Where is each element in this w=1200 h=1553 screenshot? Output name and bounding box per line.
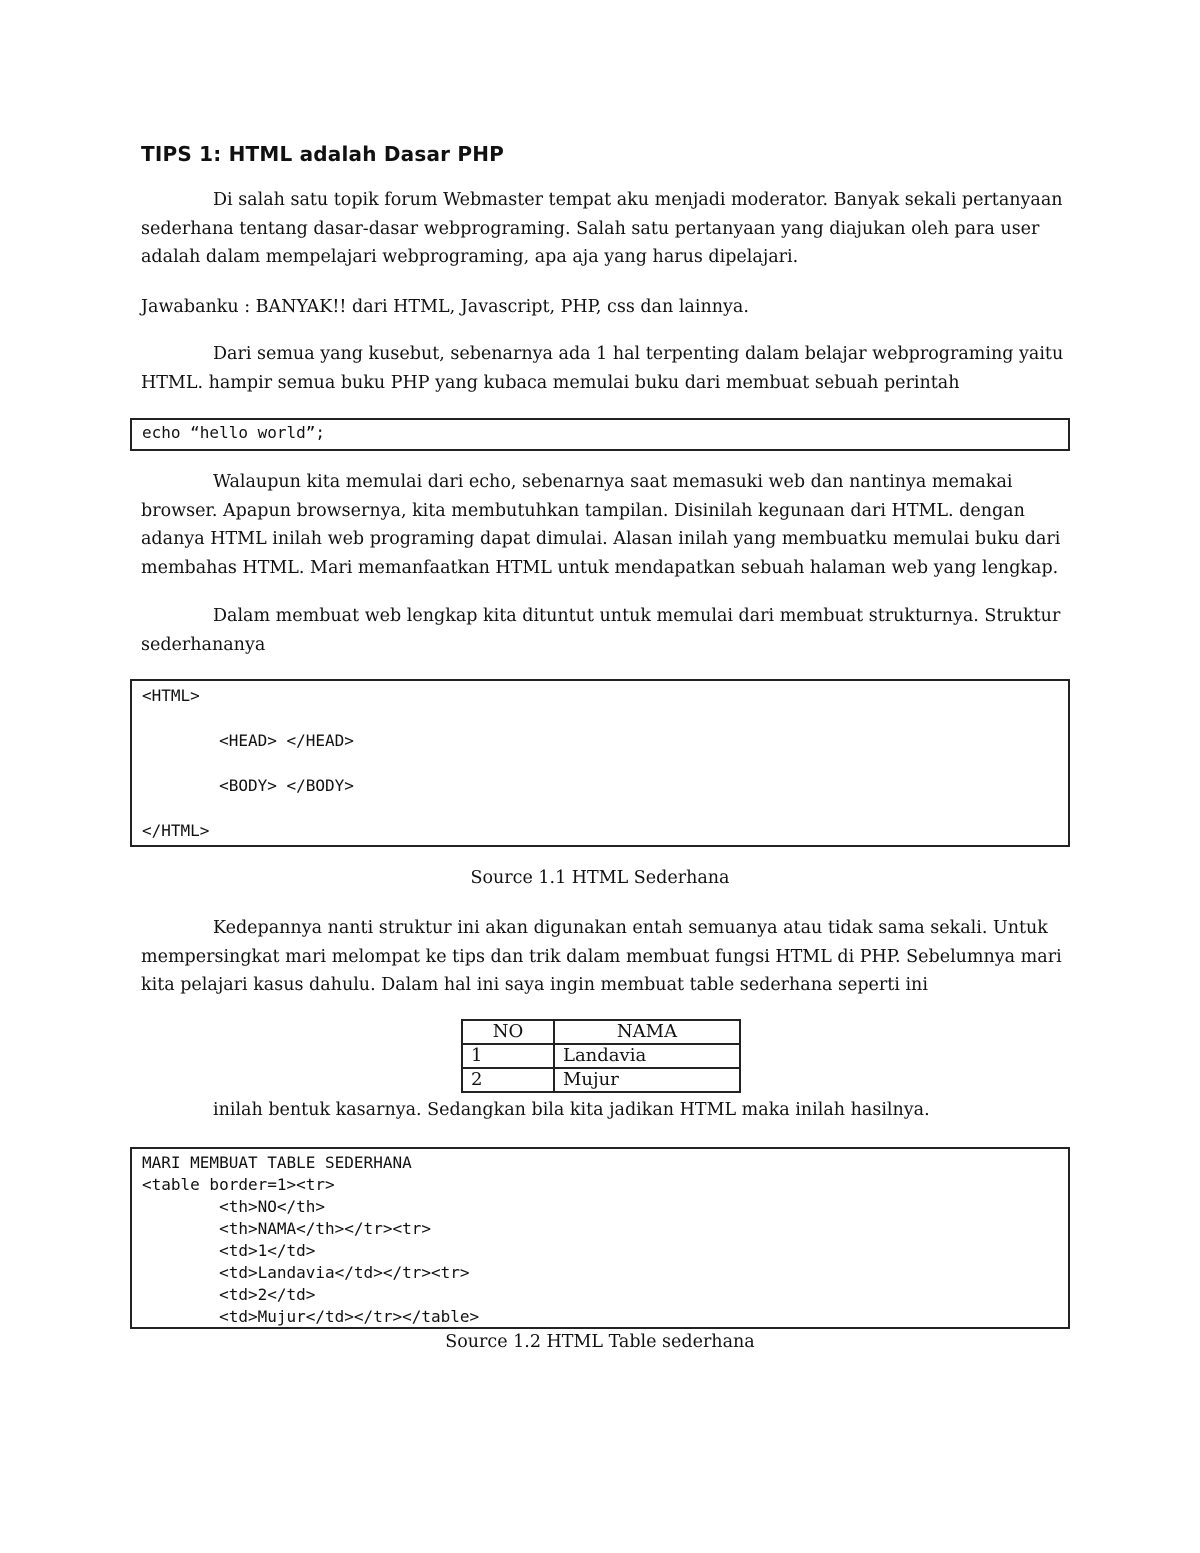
code-line: </HTML>: [142, 821, 210, 840]
paragraph-rough-form: inilah bentuk kasarnya. Sedangkan bila kita jadikan HTML maka inilah hasilnya.: [213, 1100, 930, 1120]
paragraph-html-important: Dari semua yang kusebut, sebenarnya ada 1 hal terpenting dalam belajar webprograming yaitu HTML. hampir semua buku PHP yang kubaca memulai buku dari membuat sebuah perintah: [141, 344, 1064, 393]
sample-table: [461, 1019, 741, 1093]
code-line: <HTML>: [142, 686, 200, 705]
paragraph-structure: Dalam membuat web lengkap kita dituntut untuk memulai dari membuat strukturnya. Struktur sederhananya: [141, 606, 1061, 655]
code-line: <th>NAMA</th></tr><tr>: [142, 1219, 431, 1238]
caption-source-1-1: Source 1.1 HTML Sederhana: [470, 868, 730, 888]
table-row: [462, 1068, 740, 1092]
code-line: echo “hello world”;: [142, 423, 326, 442]
code-line: <td>Mujur</td></tr></table>: [142, 1307, 480, 1326]
code-line: MARI MEMBUAT TABLE SEDERHANA: [142, 1153, 412, 1172]
code-echo: [130, 418, 1070, 451]
table-header-nama: NAMA: [554, 1020, 740, 1044]
table-cell: Mujur: [554, 1068, 740, 1092]
table-cell: 2: [462, 1068, 554, 1092]
code-html-structure: [130, 679, 1070, 847]
table-row: [462, 1044, 740, 1068]
table-cell: 1: [462, 1044, 554, 1068]
code-line: <table border=1><tr>: [142, 1175, 335, 1194]
code-line: <td>2</td>: [142, 1285, 316, 1304]
table-cell: Landavia: [554, 1044, 740, 1068]
paragraph-browser: Walaupun kita memulai dari echo, sebenarnya saat memasuki web dan nantinya memakai browser. Apapun browsernya, kita membutuhkan tampilan. Disinilah kegunaan dari HTML. dengan adanya HTML inilah web programing dapat dimulai. Alasan inilah yang membuatku memulai buku dari membahas HTML. Mari memanfaatkan HTML untuk mendapatkan sebuah halaman web yang lengkap.: [141, 472, 1061, 578]
paragraph-next-steps: Kedepannya nanti struktur ini akan digunakan entah semuanya atau tidak sama sekali. Untuk mempersingkat mari melompat ke tips dan trik dalam membuat fungsi HTML di PHP. Sebelumnya mari kita pelajari kasus dahulu. Dalam hal ini saya ingin membuat table sederhana seperti ini: [141, 918, 1062, 995]
table-header-no: NO: [462, 1020, 554, 1044]
paragraph-intro: Di salah satu topik forum Webmaster tempat aku menjadi moderator. Banyak sekali pertanyaan sederhana tentang dasar-dasar webprograming. Salah satu pertanyaan yang diajukan oleh para user adalah dalam mempelajari webprograming, apa aja yang harus dipelajari.: [141, 190, 1063, 267]
code-line: <th>NO</th>: [142, 1197, 326, 1216]
code-line: <td>Landavia</td></tr><tr>: [142, 1263, 470, 1282]
code-line: <HEAD> </HEAD>: [142, 731, 354, 750]
code-line: <td>1</td>: [142, 1241, 316, 1260]
code-table-source: [130, 1147, 1070, 1329]
code-line: <BODY> </BODY>: [142, 776, 354, 795]
paragraph-answer: Jawabanku : BANYAK!! dari HTML, Javascript, PHP, css dan lainnya.: [141, 297, 749, 317]
caption-source-1-2: Source 1.2 HTML Table sederhana: [445, 1332, 755, 1352]
section-heading: TIPS 1: HTML adalah Dasar PHP: [141, 142, 505, 166]
table-header-row: [462, 1020, 740, 1044]
